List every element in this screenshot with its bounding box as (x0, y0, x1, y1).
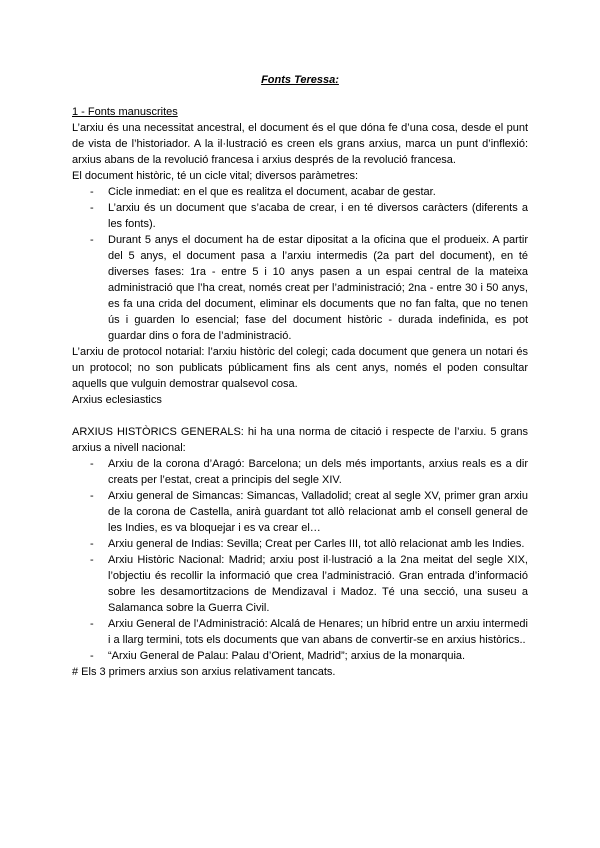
paragraph-arxius-generals: ARXIUS HISTÒRICS GENERALS: hi ha una norma de citació i respecte de l’arxiu. 5 grans arxius a nivell nacional: (72, 426, 528, 454)
paragraph-protocol: L’arxiu de protocol notarial: l’arxiu històric del colegi; cada document que genera un notari és un protocol; no son publicats públicament fins als cent anys, només el poden consultar aquells que vulguin demostrar qualsevol cosa. (72, 346, 528, 390)
document-page (72, 72, 528, 680)
list-item: - Arxiu general de Simancas: Simancas, Valladolid; creat al segle XV, primer gran arxiu de la corona de Castella, anirà guardant tot allò relacionat amb el consell general de les Indies, es va bloquejar i es va crear el… (72, 488, 528, 536)
list-item: - “Arxiu General de Palau: Palau d’Orient, Madrid”; arxius de la monarquia. (72, 648, 528, 664)
cycle-list (72, 184, 528, 344)
list-item: - Durant 5 anys el document ha de estar dipositat a la oficina que el produeix. A partir del 5 anys, el document pasa a l’arxiu intermedis (2a part del document), en té diverses fases: 1ra - entre 5 i 10 anys pasen a un espai central de la mateixa administració que l’ha creat, només creat per l’administració; 2na - entre 30 i 50 anys, es fa una crida del document, eliminar els documents que no fan falta, que no tenen ús i guarden lo esencial; fase del document històric - durada indefinida, es pot guardar dins o fora de l’administració. (72, 232, 528, 344)
page-title: Fonts Teressa: (261, 74, 339, 86)
spacer (72, 408, 528, 424)
list-item: - Arxiu General de l’Administració: Alcalá de Henares; un híbrid entre un arxiu intermedi i a llarg termini, tots els documents que van abans de convertir-se en arxius històrics.. (72, 616, 528, 648)
list-item: - L’arxiu és un document que s’acaba de crear, i en té diversos caràcters (diferents a les fonts). (72, 200, 528, 232)
list-item: - Cicle inmediat: en el que es realitza el document, acabar de gestar. (72, 184, 528, 200)
section-heading-manuscrites: 1 - Fonts manuscrites (72, 106, 178, 118)
paragraph-note: # Els 3 primers arxius son arxius relativament tancats. (72, 666, 336, 678)
paragraph-eclesiastics: Arxius eclesiastics (72, 394, 162, 406)
list-item: - Arxiu Històric Nacional: Madrid; arxiu post il·lustració a la 2na meitat del segle XIX, l’objectiu és recollir la informació que crea l’administració. Gran entrada d’informació sobre les desamortitzacions de Mendizaval i Madoz. Té una secció, una suseu a Salamanca sobre la Guerra Civil. (72, 552, 528, 616)
paragraph-cycle-line: El document històric, té un cicle vital; diversos paràmetres: (72, 170, 359, 182)
list-item: - Arxiu general de Indias: Sevilla; Creat per Carles III, tot allò relacionat amb les Indies. (72, 536, 528, 552)
paragraph-intro: L’arxiu és una necessitat ancestral, el document és el que dóna fe d’una cosa, desde el punt de vista de l’historiador. A la il·lustració es creen els grans arxius, marca un punt d’inflexió: arxius abans de la revolució francesa i arxius després de la revolució francesa. (72, 122, 528, 166)
arxius-list (72, 456, 528, 664)
list-item: - Arxiu de la corona d’Aragó: Barcelona; un dels més importants, arxius reals es a dir creats per l’estat, creat a principis del segle XIV. (72, 456, 528, 488)
